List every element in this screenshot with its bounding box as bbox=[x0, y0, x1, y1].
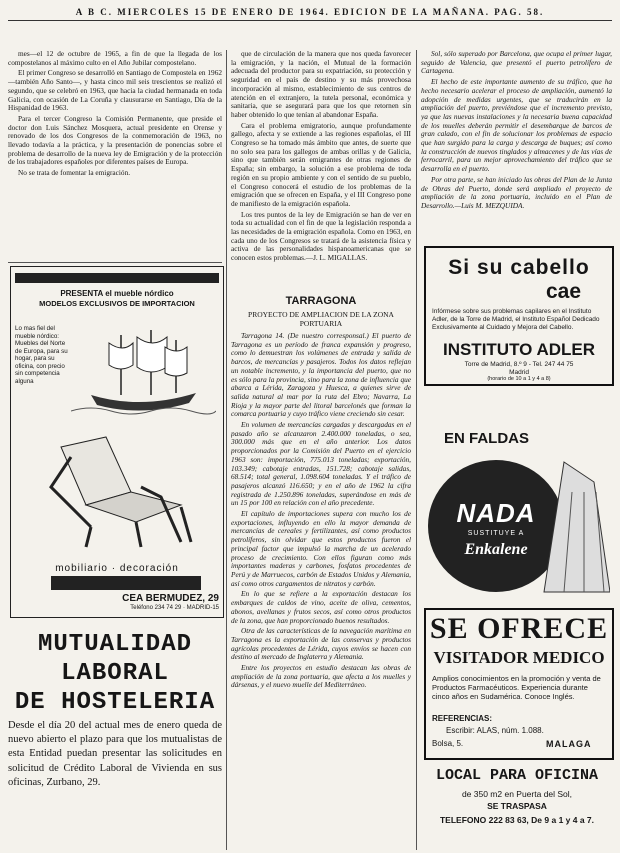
furniture-ad bbox=[10, 266, 224, 618]
column-divider-1 bbox=[226, 50, 227, 850]
article-paragraph: En lo que se refiere a la exportación destacan los embarques de caldos de vino, aceite de oliva, cementos, abonos, avellanas y frutos secos, así como otros productos de la zona, que han proporcionado buenos resultados. bbox=[231, 589, 411, 625]
visitador-title-1: SE OFRECE bbox=[429, 612, 609, 645]
column-divider-2 bbox=[416, 50, 417, 850]
article-paragraph: En volumen de mercancías cargadas y descargadas en el pasado año se alcanzaron 2.400.000 toneladas, o sea, 300.000 más que en el año anterior. Los datos proporcionados por la Comisión del Puerto en el ejercicio 1963 son: importación, 775.013 toneladas; exportación, 103.349; cabotaje entradas, 151.728; cabotaje salidas, 68.514; total general, 1.098.604 toneladas. Y el tráfico de pasajeros alcanzó 116.650; y en el año de 1962 la cifra registrada de 1.250.896 toneladas, superándose en más de un 15 por 100 en relación con el año precedente. bbox=[231, 420, 411, 508]
article-paragraph: Otra de las características de la navegación marítima en Tarragona es la exportación de las conservas y productos agrícolas procedentes de Lérida, cuyos envíos se hacen con destino al mercado de Inglaterra y Alemania. bbox=[231, 626, 411, 662]
adler-headline-1: Si su cabello bbox=[448, 256, 590, 279]
nada-brand: NADA bbox=[456, 498, 536, 528]
local-phone: TELEFONO 222 83 63, De 9 a 1 y 4 a 7. bbox=[439, 815, 595, 825]
visitador-body: Amplios conocimientos en la promoción y venta de Productos Farmacéuticos. Experiencia durante cinco años en Sudamérica. Conoce Inglés. bbox=[432, 674, 601, 701]
article-paragraph: No se trata de fomentar la emigración. bbox=[18, 168, 131, 178]
furniture-phones: Teléfono 234 74 29 · MADRID-15 bbox=[130, 605, 219, 611]
furniture-side-text: Lo mas fiel del mueble nórdico: Muebles del Norte de Europa, para su hogar, para su oficina, con precio sin competencia alguna bbox=[15, 325, 68, 385]
nada-sub: SUSTITUYE A bbox=[467, 530, 525, 537]
visitador-ad bbox=[424, 608, 614, 760]
tarragona-article bbox=[231, 332, 411, 850]
ad-top-bar bbox=[15, 273, 219, 283]
mutualidad-title-3: DE HOSTELERIA bbox=[14, 689, 216, 716]
column-1-article bbox=[8, 50, 222, 258]
mutualidad-title-2: LABORAL bbox=[61, 660, 169, 687]
nada-product: Enkalene bbox=[464, 541, 528, 558]
adler-headline-2: cae bbox=[546, 280, 582, 303]
furniture-footer-label: mobiliario · decoración bbox=[55, 563, 179, 574]
ship-illustration bbox=[71, 325, 216, 415]
article-paragraph: que de circulación de la manera que nos queda favorecer la emigración, y la nación, el Mutual de la formación adecuada del productor para su expatriación, su protección y seguridad en el país de destino y su más provechosa incorporación al mismo, establecimiento de sus centros de atención en el extranjero, la tutela personal, económica y sanitaria, que se asegurará para que los que retornen sin haber obtenido lo que tenían al abandonar España. bbox=[231, 50, 411, 119]
adler-address: Torre de Madrid, 8.º 9 - Tel. 247 44 75 bbox=[464, 361, 574, 368]
local-title: LOCAL PARA OFICINA bbox=[435, 767, 599, 784]
furniture-address: CEA BERMUDEZ, 29 bbox=[122, 593, 219, 604]
article-paragraph: El primer Congreso se desarrolló en Santiago de Compostela en 1962—también Año Santo—, y hasta cinco mil seis trescientos se realizó el segundo, que se celebró en 1963, que hacia la ciudad hermanada en toda Galicia, con ocasión de La Coruña y clausurarse en Santiago, Día de la Hispanidad de 1963. bbox=[8, 68, 222, 113]
nada-ad bbox=[424, 420, 610, 598]
column-3-article bbox=[421, 50, 612, 240]
mutualidad-body: Desde el día 20 del actual mes de enero queda de nuevo abierto el plazo para que los mutualistas de esta Entidad puedan presentar las solicitudes en solicitud de Crédito Laboral de Vivienda en sus oficinas, Zurbano, 29. bbox=[8, 720, 222, 788]
visitador-city: MALAGA bbox=[546, 739, 592, 749]
article-paragraph: Sol, sólo superado por Barcelona, que ocupa el primer lugar, seguido de Valencia, que presentó el puerto petrolífero de Cartagena. bbox=[421, 50, 612, 76]
furniture-headline: PRESENTA el mueble nórdico bbox=[60, 289, 174, 298]
adler-body: Infórmese sobre sus problemas capilares en el Instituto Adler, de la Torre de Madrid, el Instituto Español Dedicado Exclusivamente al Cuidado y Mejora del Cabello. bbox=[432, 308, 600, 331]
adler-brand: INSTITUTO ADLER bbox=[442, 340, 596, 359]
visitador-bolsa: Bolsa, 5. bbox=[432, 739, 464, 748]
article-paragraph: El hecho de este importante aumento de su tráfico, que ha hecho necesario acelerar el proceso de ampliación, aumentó la adopción de medidas urgentes, que se traducirán en la ampliación del puerto, previéndose que el incremento previsto, ya que las nuevas instalaciones y la necesaria buena capacidad de los muelles deberán permitir el desembarque de barcos de gran calado, con el fin de solucionar los problemas de espacio que han surgido para la carga y descarga de buques; así como la construcción de nuevos tinglados y almacenes y de las vías de ferrocarril, para un mejor aprovechamiento del tráfico que se desarrolla en el puerto. bbox=[421, 77, 612, 174]
article-paragraph: Entre los proyectos en estudio destacan las obras de ampliación de la zona portuaria, que afecta a los muelles y dársenas, y el nuevo muelle del Mediterráneo. bbox=[231, 663, 411, 690]
mutualidad-notice bbox=[8, 630, 222, 790]
article-paragraph: Para el tercer Congreso la Comisión Permanente, que preside el doctor don Luis Sánchez Mosquera, actual presidente en Orense y renovado de los dos Congresos de la conmemoración de 1963, no llevado todavía a la práctica, y la presentación de ponencias sobre el problema de desarrollo de la nueva ley de Emigración y de la protección de los trabajadores españoles por diferentes países de Europa. bbox=[8, 113, 222, 167]
adler-city: Madrid bbox=[509, 369, 529, 376]
article-paragraph: Cara el problema emigratorio, aunque profundamente gallego, afecta y se extiende a las regiones españolas, el III Congreso se ha tomado más ámbito que antes, de suerte que no solo sea para los gallegos de ambas orillas y de Galicia, sino que también serán emigrantes de otras regiones de España; sin embargo, la solución a ese problema de toda región en su propio ambiente y con el sentido de su pueblo, el Congreso conocerá el estudio de los problemas de la emigración que se ofrecen en España, y el III Congreso pone de manifiesto de la emigración española. bbox=[231, 120, 411, 208]
local-line-2: SE TRASPASA bbox=[487, 801, 547, 811]
visitador-ref-line: Escribir: ALAS, núm. 1.088. bbox=[446, 726, 544, 735]
adler-hours: (horario de 10 a 1 y 4 a 8) bbox=[487, 376, 551, 382]
local-line-1: de 350 m2 en Puerta del Sol, bbox=[461, 789, 573, 799]
mutualidad-title-1: MUTUALIDAD bbox=[37, 631, 193, 658]
nada-headline: EN FALDAS bbox=[444, 430, 530, 447]
visitador-title-2: VISITADOR MEDICO bbox=[433, 648, 605, 667]
visitador-ref-label: REFERENCIAS: bbox=[432, 714, 493, 723]
article-paragraph: Los tres puntos de la ley de Emigración se han de ver en toda su actualidad con el fin de que la legislación responda a las necesidades de la emigración española. Como en 1963, en cada uno de los Congresos se tratará de la asistencia física y activa de las personalidades hispanoamericanas que se conocen estos problemas.—J. L. MIGALLAS. bbox=[231, 209, 411, 263]
logo-bar bbox=[51, 576, 201, 590]
article-paragraph: Por otra parte, se han iniciado las obras del Plan de la Junta de Obras del Puerto, donde será ampliado el proyecto de ampliación de la zona portuaria, incluido en el Plan de Desarrollo.—Luis M. MEZQUIDA. bbox=[421, 174, 612, 210]
column-2-article bbox=[231, 50, 411, 290]
adler-ad bbox=[424, 246, 614, 386]
section-title: TARRAGONA bbox=[285, 295, 357, 307]
page-header: A B C. MIERCOLES 15 DE ENERO DE 1964. EDICION DE LA MAÑANA. PAG. 58. bbox=[8, 4, 612, 21]
section-subtitle: PROYECTO DE AMPLIACION DE LA ZONA PORTUARIA bbox=[248, 310, 394, 328]
article-paragraph: El capítulo de importaciones supera con mucho los de exportaciones, influyendo en ello la mayor demanda de mercancías de cereales y fertilizantes, así como productos petrolíferos, sin olvidar que estos productos fueron el principal factor que impulsó la marcha de un acelerado proceso de crecimiento. Con ellos figuran como más importantes maderas y carbones, fosfatos procedentes de Perú y de Marruecos, carbón de Estados Unidos y Alemania, así como otros cargamentos de nitratos y carbón. bbox=[231, 509, 411, 588]
article-paragraph: mes—el 12 de octubre de 1965, a fin de que la llegada de los compostelanos al máximo culto en el Año Jubilar compostelano. bbox=[8, 50, 222, 67]
article-paragraph: Tarragona 14. (De nuestro corresponsal.) El puerto de Tarragona es un período de franca expansión y progreso, como lo demuestran los volúmenes de entrada y salida de barcos, de mercancías y pasajeros. Todos los datos reflejan un notable incremento, y la importancia del puerto, que no es sólo para la provincia, sino para la zona de influencia que abarca a Lérida, Zaragoza y Huesca, a quienes sirve de salida natural al mar por la ruta del Ebro; Navarra, La Rioja y la mayor parte del litoral barcelonés que forman la comarca portuaria y cuyo tráfico viene creciendo sin cesar. bbox=[231, 332, 411, 419]
furniture-subline: MODELOS EXCLUSIVOS DE IMPORTACION bbox=[39, 299, 195, 308]
local-ad bbox=[424, 765, 610, 845]
rule bbox=[8, 262, 222, 263]
chair-illustration bbox=[31, 427, 201, 552]
